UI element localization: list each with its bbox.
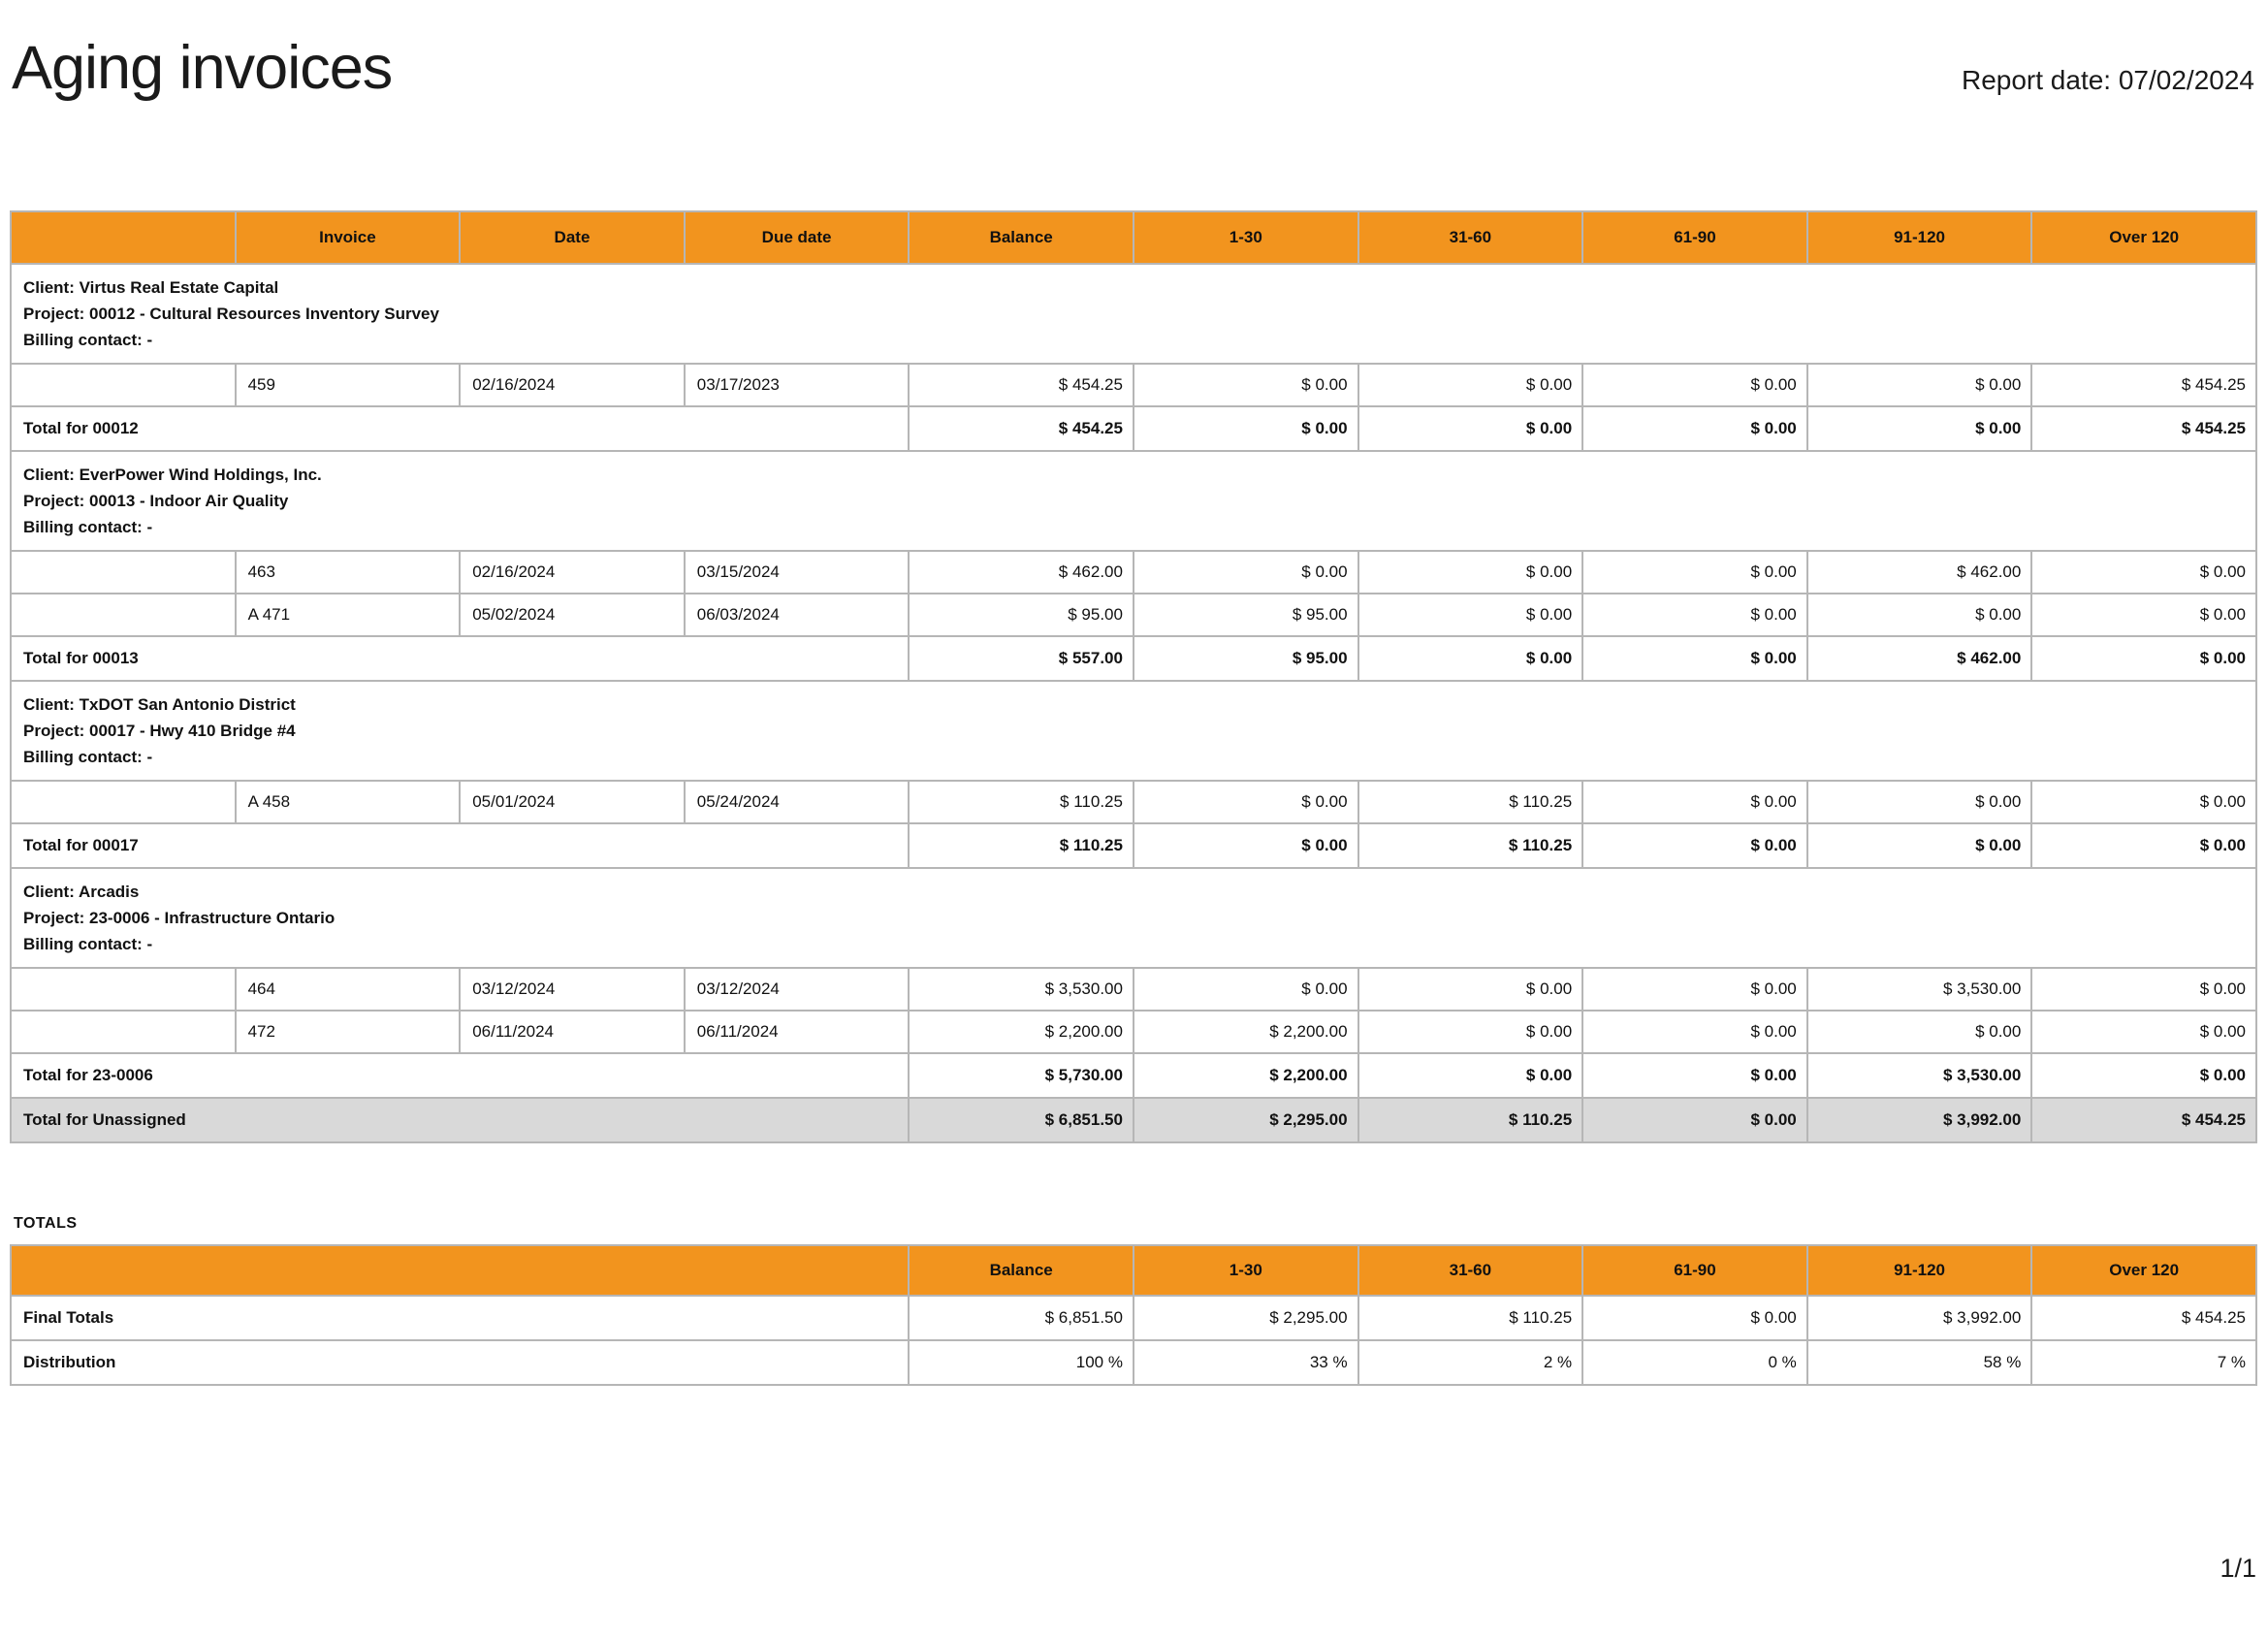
totals-table [10, 1244, 2257, 1386]
total-aging-91-120: $ 0.00 [1807, 406, 2032, 451]
invoice-due-date: 06/03/2024 [685, 594, 910, 636]
totals-header-31-60: 31-60 [1358, 1245, 1583, 1296]
header-over-120: Over 120 [2031, 211, 2256, 264]
totals-header-balance: Balance [909, 1245, 1134, 1296]
invoice-aging-61-90: $ 0.00 [1582, 551, 1807, 594]
total-aging-1-30: $ 2,200.00 [1134, 1053, 1358, 1098]
invoice-date: 05/02/2024 [460, 594, 685, 636]
total-over-120: $ 0.00 [2031, 823, 2256, 868]
total-balance: $ 454.25 [909, 406, 1134, 451]
invoice-over-120: $ 0.00 [2031, 1011, 2256, 1053]
billing-contact-line: Billing contact: - [23, 518, 153, 537]
project-total-row [11, 1053, 2256, 1098]
invoice-row [11, 968, 2256, 1011]
page-header [12, 35, 2254, 102]
final-totals-balance: $ 6,851.50 [909, 1296, 1134, 1340]
invoice-aging-91-120: $ 0.00 [1807, 594, 2032, 636]
invoice-aging-31-60: $ 0.00 [1358, 968, 1583, 1011]
final-totals-1-30: $ 2,295.00 [1134, 1296, 1358, 1340]
invoice-balance: $ 3,530.00 [909, 968, 1134, 1011]
invoice-aging-91-120: $ 3,530.00 [1807, 968, 2032, 1011]
invoice-aging-1-30: $ 0.00 [1134, 781, 1358, 823]
invoice-aging-61-90: $ 0.00 [1582, 594, 1807, 636]
distribution-balance: 100 % [909, 1340, 1134, 1385]
client-info-cell [11, 451, 2256, 551]
header-due-date: Due date [685, 211, 910, 264]
spacer-cell [11, 594, 236, 636]
client-info-cell [11, 681, 2256, 781]
invoice-number: 459 [236, 364, 461, 406]
spacer-cell [11, 781, 236, 823]
billing-contact-line: Billing contact: - [23, 748, 153, 767]
invoice-aging-31-60: $ 0.00 [1358, 551, 1583, 594]
invoice-row [11, 1011, 2256, 1053]
invoice-aging-91-120: $ 0.00 [1807, 781, 2032, 823]
invoice-aging-1-30: $ 2,200.00 [1134, 1011, 1358, 1053]
header-date: Date [460, 211, 685, 264]
project-total-label: Total for 00012 [11, 406, 909, 451]
client-info-row [11, 868, 2256, 968]
header-row [11, 211, 2256, 264]
total-aging-91-120: $ 3,530.00 [1807, 1053, 2032, 1098]
invoice-number: A 471 [236, 594, 461, 636]
invoice-date: 02/16/2024 [460, 364, 685, 406]
distribution-over-120: 7 % [2031, 1340, 2256, 1385]
invoice-number: 472 [236, 1011, 461, 1053]
invoice-balance: $ 110.25 [909, 781, 1134, 823]
invoice-aging-61-90: $ 0.00 [1582, 968, 1807, 1011]
total-aging-61-90: $ 0.00 [1582, 636, 1807, 681]
invoice-date: 06/11/2024 [460, 1011, 685, 1053]
final-totals-31-60: $ 110.25 [1358, 1296, 1583, 1340]
billing-contact-line: Billing contact: - [23, 331, 153, 350]
page-title: Aging invoices [12, 34, 393, 102]
project-total-label: Total for 00017 [11, 823, 909, 868]
total-aging-1-30: $ 95.00 [1134, 636, 1358, 681]
unassigned-aging-91-120: $ 3,992.00 [1807, 1098, 2032, 1142]
header-1-30: 1-30 [1134, 211, 1358, 264]
total-aging-1-30: $ 0.00 [1134, 823, 1358, 868]
invoice-aging-31-60: $ 0.00 [1358, 1011, 1583, 1053]
totals-header-spacer-cell [11, 1245, 909, 1296]
invoice-row [11, 594, 2256, 636]
invoice-number: A 458 [236, 781, 461, 823]
project-line: Project: 23-0006 - Infrastructure Ontario [23, 909, 335, 928]
invoice-balance: $ 95.00 [909, 594, 1134, 636]
invoice-aging-91-120: $ 462.00 [1807, 551, 2032, 594]
invoice-balance: $ 2,200.00 [909, 1011, 1134, 1053]
client-info-row [11, 681, 2256, 781]
invoice-row [11, 781, 2256, 823]
project-line: Project: 00012 - Cultural Resources Inventory Survey [23, 305, 439, 324]
invoice-due-date: 03/12/2024 [685, 968, 910, 1011]
unassigned-aging-61-90: $ 0.00 [1582, 1098, 1807, 1142]
total-aging-91-120: $ 0.00 [1807, 823, 2032, 868]
invoice-due-date: 03/15/2024 [685, 551, 910, 594]
unassigned-balance: $ 6,851.50 [909, 1098, 1134, 1142]
project-total-row [11, 636, 2256, 681]
totals-header-1-30: 1-30 [1134, 1245, 1358, 1296]
distribution-31-60: 2 % [1358, 1340, 1583, 1385]
invoice-row [11, 551, 2256, 594]
distribution-61-90: 0 % [1582, 1340, 1807, 1385]
aging-invoices-table [10, 210, 2257, 1143]
total-aging-31-60: $ 0.00 [1358, 1053, 1583, 1098]
total-aging-31-60: $ 110.25 [1358, 823, 1583, 868]
project-total-label: Total for 00013 [11, 636, 909, 681]
invoice-aging-1-30: $ 0.00 [1134, 364, 1358, 406]
project-total-row [11, 406, 2256, 451]
invoice-aging-31-60: $ 0.00 [1358, 364, 1583, 406]
invoice-aging-91-120: $ 0.00 [1807, 364, 2032, 406]
total-balance: $ 557.00 [909, 636, 1134, 681]
invoice-aging-31-60: $ 110.25 [1358, 781, 1583, 823]
totals-table-header [11, 1245, 2256, 1296]
project-total-row [11, 823, 2256, 868]
total-over-120: $ 454.25 [2031, 406, 2256, 451]
invoice-over-120: $ 0.00 [2031, 551, 2256, 594]
unassigned-aging-1-30: $ 2,295.00 [1134, 1098, 1358, 1142]
final-totals-row [11, 1296, 2256, 1340]
project-line: Project: 00017 - Hwy 410 Bridge #4 [23, 722, 296, 741]
invoice-over-120: $ 0.00 [2031, 594, 2256, 636]
project-line: Project: 00013 - Indoor Air Quality [23, 492, 289, 511]
invoice-aging-1-30: $ 95.00 [1134, 594, 1358, 636]
invoice-over-120: $ 0.00 [2031, 968, 2256, 1011]
client-name-line: Client: EverPower Wind Holdings, Inc. [23, 466, 322, 485]
invoice-aging-61-90: $ 0.00 [1582, 781, 1807, 823]
header-61-90: 61-90 [1582, 211, 1807, 264]
totals-header-over-120: Over 120 [2031, 1245, 2256, 1296]
client-name-line: Client: Virtus Real Estate Capital [23, 278, 279, 298]
spacer-cell [11, 551, 236, 594]
header-balance: Balance [909, 211, 1134, 264]
totals-header-61-90: 61-90 [1582, 1245, 1807, 1296]
invoice-aging-31-60: $ 0.00 [1358, 594, 1583, 636]
spacer-cell [11, 1011, 236, 1053]
spacer-cell [11, 364, 236, 406]
total-aging-31-60: $ 0.00 [1358, 406, 1583, 451]
unassigned-aging-31-60: $ 110.25 [1358, 1098, 1583, 1142]
client-name-line: Client: Arcadis [23, 883, 140, 902]
client-name-line: Client: TxDOT San Antonio District [23, 695, 296, 715]
invoice-balance: $ 454.25 [909, 364, 1134, 406]
aging-table-header [11, 211, 2256, 264]
invoice-balance: $ 462.00 [909, 551, 1134, 594]
page-indicator: 1/1 [2220, 1554, 2256, 1583]
unassigned-total-row [11, 1098, 2256, 1142]
invoice-due-date: 06/11/2024 [685, 1011, 910, 1053]
invoice-row [11, 364, 2256, 406]
project-total-label: Total for 23-0006 [11, 1053, 909, 1098]
distribution-label: Distribution [11, 1340, 909, 1385]
final-totals-61-90: $ 0.00 [1582, 1296, 1807, 1340]
invoice-date: 02/16/2024 [460, 551, 685, 594]
invoice-over-120: $ 454.25 [2031, 364, 2256, 406]
invoice-over-120: $ 0.00 [2031, 781, 2256, 823]
total-over-120: $ 0.00 [2031, 1053, 2256, 1098]
client-info-cell [11, 868, 2256, 968]
client-info-cell [11, 264, 2256, 364]
invoice-aging-1-30: $ 0.00 [1134, 551, 1358, 594]
final-totals-over-120: $ 454.25 [2031, 1296, 2256, 1340]
total-aging-31-60: $ 0.00 [1358, 636, 1583, 681]
invoice-number: 463 [236, 551, 461, 594]
report-date: Report date: 07/02/2024 [1961, 65, 2254, 96]
header-invoice: Invoice [236, 211, 461, 264]
invoice-due-date: 05/24/2024 [685, 781, 910, 823]
invoice-aging-61-90: $ 0.00 [1582, 364, 1807, 406]
header-31-60: 31-60 [1358, 211, 1583, 264]
invoice-due-date: 03/17/2023 [685, 364, 910, 406]
totals-header-row [11, 1245, 2256, 1296]
total-aging-1-30: $ 0.00 [1134, 406, 1358, 451]
unassigned-over-120: $ 454.25 [2031, 1098, 2256, 1142]
total-aging-91-120: $ 462.00 [1807, 636, 2032, 681]
header-91-120: 91-120 [1807, 211, 2032, 264]
total-aging-61-90: $ 0.00 [1582, 406, 1807, 451]
invoice-date: 03/12/2024 [460, 968, 685, 1011]
distribution-row [11, 1340, 2256, 1385]
total-over-120: $ 0.00 [2031, 636, 2256, 681]
distribution-91-120: 58 % [1807, 1340, 2032, 1385]
final-totals-label: Final Totals [11, 1296, 909, 1340]
header-spacer-cell [11, 211, 236, 264]
final-totals-91-120: $ 3,992.00 [1807, 1296, 2032, 1340]
client-info-row [11, 451, 2256, 551]
total-aging-61-90: $ 0.00 [1582, 823, 1807, 868]
total-aging-61-90: $ 0.00 [1582, 1053, 1807, 1098]
distribution-1-30: 33 % [1134, 1340, 1358, 1385]
totals-header-91-120: 91-120 [1807, 1245, 2032, 1296]
invoice-date: 05/01/2024 [460, 781, 685, 823]
invoice-number: 464 [236, 968, 461, 1011]
invoice-aging-1-30: $ 0.00 [1134, 968, 1358, 1011]
totals-section-label: TOTALS [14, 1215, 78, 1233]
total-balance: $ 5,730.00 [909, 1053, 1134, 1098]
invoice-aging-91-120: $ 0.00 [1807, 1011, 2032, 1053]
unassigned-total-label: Total for Unassigned [11, 1098, 909, 1142]
invoice-aging-61-90: $ 0.00 [1582, 1011, 1807, 1053]
spacer-cell [11, 968, 236, 1011]
client-info-row [11, 264, 2256, 364]
total-balance: $ 110.25 [909, 823, 1134, 868]
billing-contact-line: Billing contact: - [23, 935, 153, 954]
